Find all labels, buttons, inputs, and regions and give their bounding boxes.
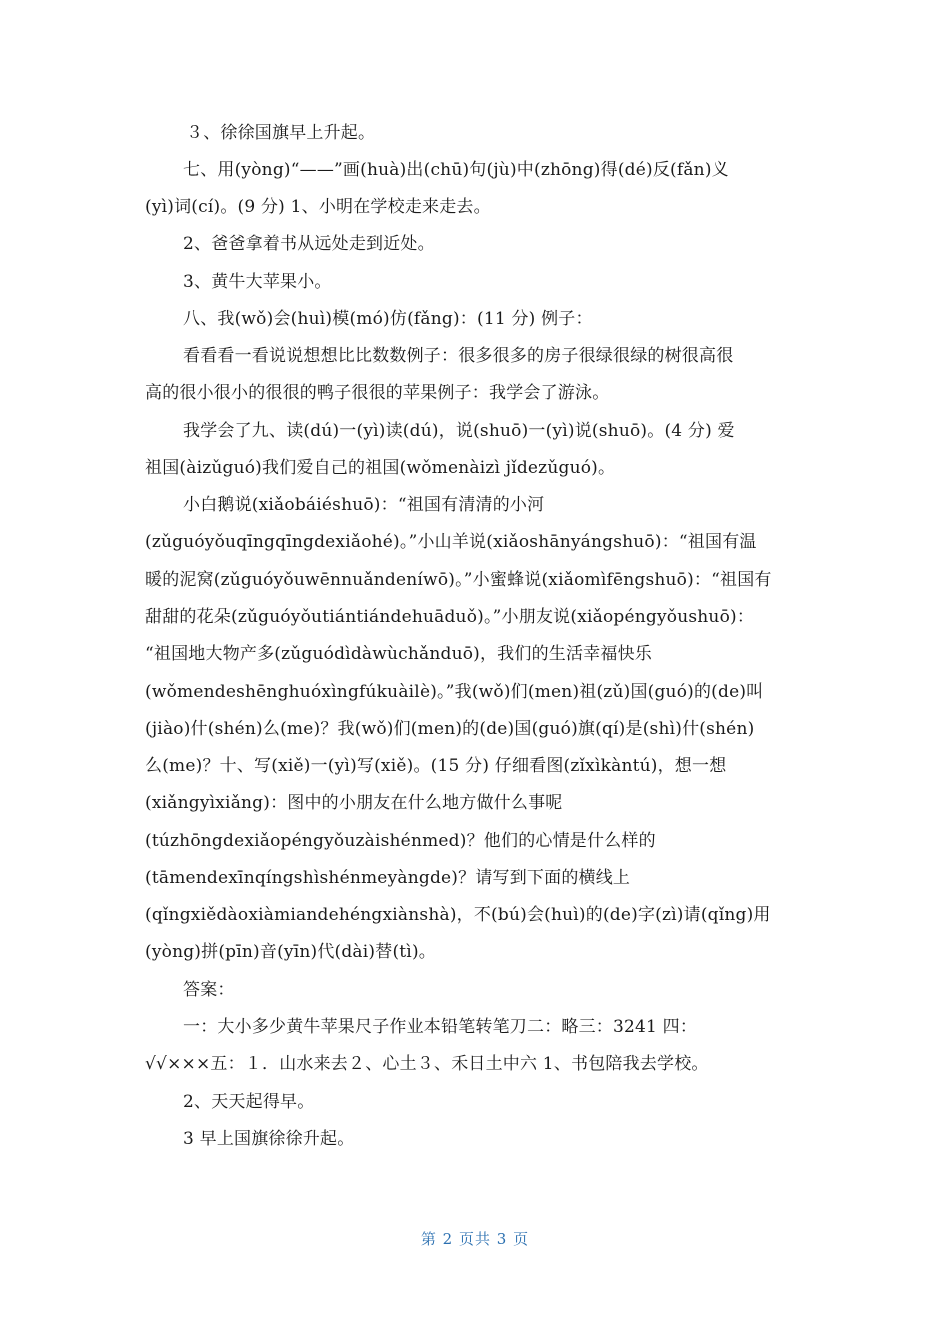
text-line: 七、用(yòng)“——”画(huà)出(chū)句(jù)中(zhōng)得(dé)反(fǎn)义	[183, 160, 729, 180]
text-line: 高的很小很小的很很的鸭子很很的苹果例子：我学会了游泳。	[145, 383, 610, 403]
text-line: 一：大小多少黄牛苹果尺子作业本铅笔转笔刀二：略三：3241 四：	[183, 1017, 698, 1037]
text-line: 暖的泥窝(zǔguóyǒuwēnnuǎndeníwō)。”小蜜蜂说(xiǎomìfēngshuō)：“祖国有	[145, 570, 772, 590]
text-line: 我学会了九、读(dú)一(yì)读(dú)，说(shuō)一(yì)说(shuō)。(4 分) 爱	[183, 421, 735, 441]
text-line: 祖国(àizǔguó)我们爱自己的祖国(wǒmenàizì jǐdezǔguó)。	[145, 458, 616, 478]
text-line: (yì)词(cí)。(9 分) 1、小明在学校走来走去。	[145, 197, 491, 217]
text-line: 2、天天起得早。	[183, 1092, 315, 1112]
text-line: 八、我(wǒ)会(huì)模(mó)仿(fǎng)：(11 分) 例子：	[183, 309, 593, 329]
text-line: 3 早上国旗徐徐升起。	[183, 1129, 355, 1149]
text-line: (tāmendexīnqíngshìshénmeyàngde)？请写到下面的横线上	[145, 868, 631, 888]
text-line: √√×××五：１．山水来去２、心土３、禾日土中六 1、书包陪我去学校。	[145, 1054, 709, 1074]
text-line: 么(me)？十、写(xiě)一(yì)写(xiě)。(15 分) 仔细看图(zǐxìkàntú)，想一想	[145, 756, 727, 776]
text-line: 看看看一看说说想想比比数数例子：很多很多的房子很绿很绿的树很高很	[183, 346, 734, 366]
text-line: 甜甜的花朵(zǔguóyǒutiántiándehuāduǒ)。”小朋友说(xiǎopéngyǒushuō)：	[145, 607, 755, 627]
text-line: (yòng)拼(pīn)音(yīn)代(dài)替(tì)。	[145, 942, 436, 962]
answer-heading: 答案：	[183, 980, 235, 1000]
text-line: (wǒmendeshēnghuóxìngfúkuàilè)。”我(wǒ)们(men)祖(zǔ)国(guó)的(de)叫	[145, 682, 764, 702]
text-line: “祖国地大物产多(zǔguódìdàwùchǎnduō)，我们的生活幸福快乐	[145, 644, 652, 664]
text-line: (zǔguóyǒuqīngqīngdexiǎohé)。”小山羊说(xiǎoshānyángshuō)：“祖国有温	[145, 532, 757, 552]
text-line: (qǐngxiědàoxiàmiandehéngxiànshà)，不(bú)会(huì)的(de)字(zì)请(qǐng)用	[145, 905, 771, 925]
text-line: 3、黄牛大苹果小。	[183, 272, 332, 292]
text-line: (xiǎngyìxiǎng)：图中的小朋友在什么地方做什么事呢	[145, 793, 563, 813]
text-line: 小白鹅说(xiǎobáiéshuō)：“祖国有清清的小河	[183, 495, 545, 515]
text-line: ３、徐徐国旗早上升起。	[186, 123, 376, 143]
page-footer: 第 2 页共 3 页	[420, 1230, 530, 1248]
text-line: (túzhōngdexiǎopéngyǒuzàishénmed)？他们的心情是什么样的	[145, 831, 656, 851]
text-line: 2、爸爸拿着书从远处走到近处。	[183, 234, 435, 254]
text-line: (jiào)什(shén)么(me)？我(wǒ)们(men)的(de)国(guó)旗(qí)是(shì)什(shén)	[145, 719, 755, 739]
